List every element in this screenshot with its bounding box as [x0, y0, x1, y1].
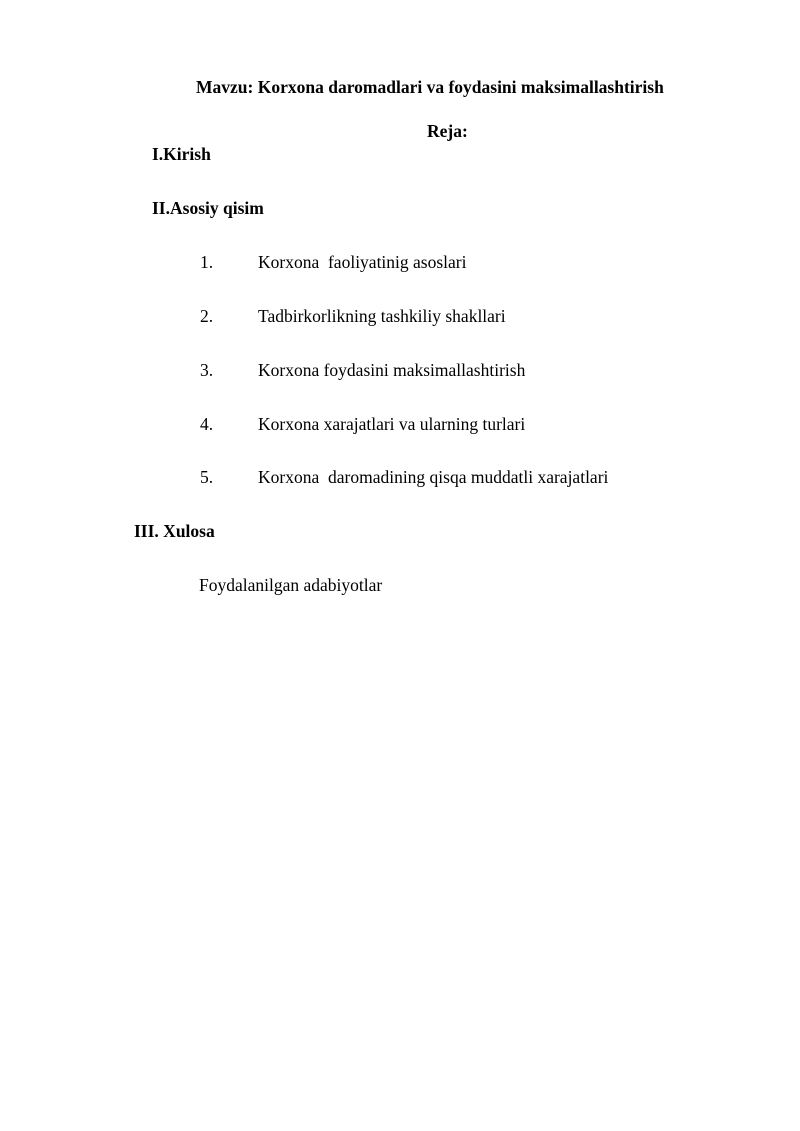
list-item-number: 4. — [200, 414, 214, 434]
plan-heading: Reja: — [427, 121, 468, 141]
list-item-text: Korxona foydasini maksimallashtirish — [258, 360, 526, 380]
list-item-number: 1. — [200, 252, 214, 272]
list-item-number: 2. — [200, 306, 214, 326]
section-intro: I.Kirish — [152, 144, 211, 164]
list-item-text: Korxona xarajatlari va ularning turlari — [258, 414, 526, 434]
list-item-number: 5. — [200, 467, 214, 487]
section-main: II.Asosiy qisim — [152, 198, 264, 218]
section-conclusion: III. Xulosa — [134, 521, 215, 541]
document-title: Mavzu: Korxona daromadlari va foydasini maksimallashtirish — [196, 77, 664, 97]
list-item-number: 3. — [200, 360, 214, 380]
list-item-text: Tadbirkorlikning tashkiliy shakllari — [258, 306, 506, 326]
list-item-text: Korxona faoliyatinig asoslari — [258, 252, 467, 272]
references-label: Foydalanilgan adabiyotlar — [199, 575, 383, 595]
list-item-text: Korxona daromadining qisqa muddatli xarajatlari — [258, 467, 609, 487]
